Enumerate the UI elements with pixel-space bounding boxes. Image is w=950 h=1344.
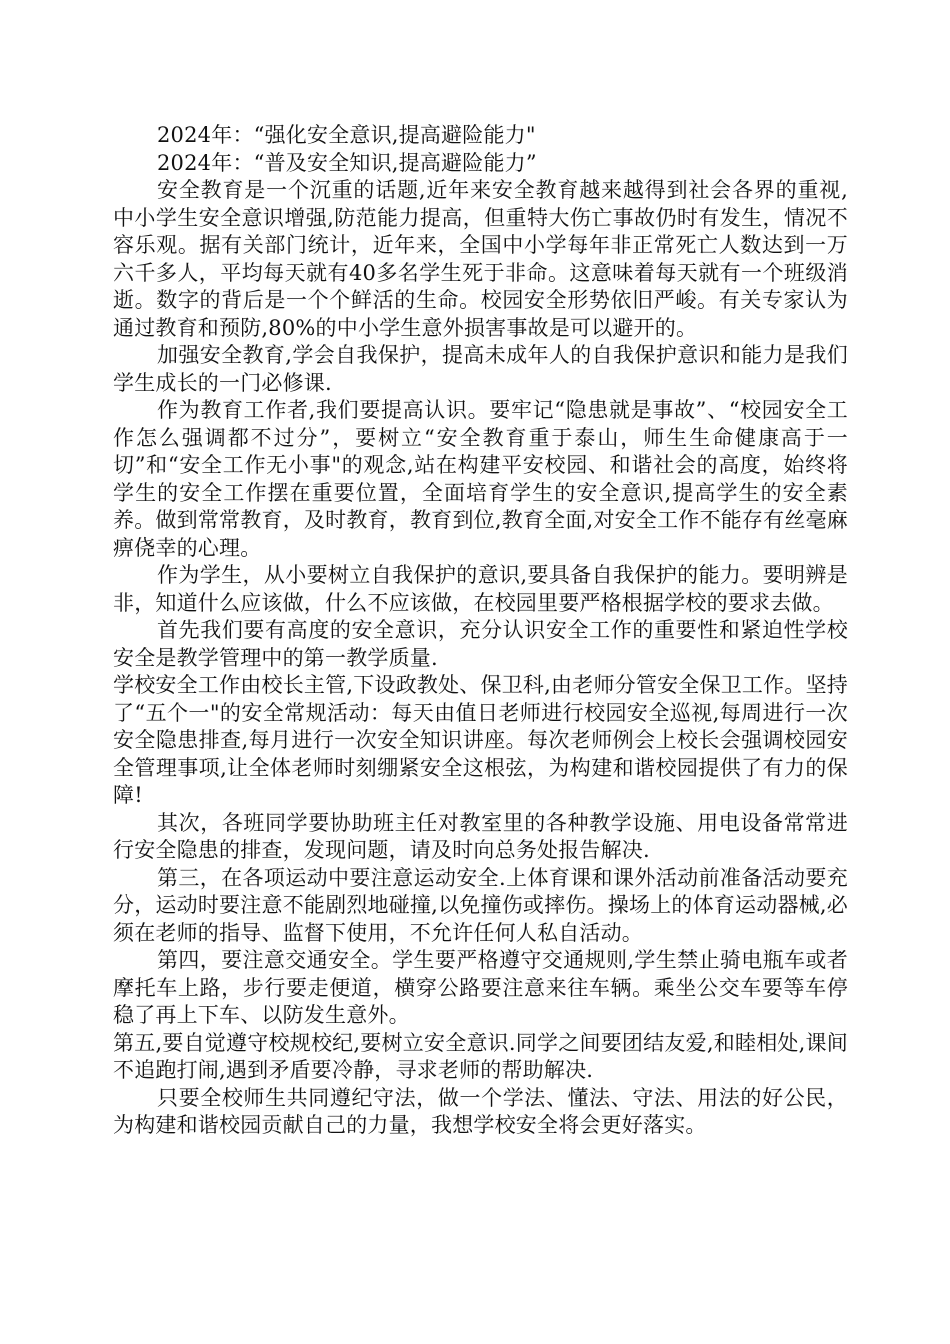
closing-paragraph: 只要全校师生共同遵纪守法，做一个学法、懂法、守法、用法的好公民，为构建和谐校园贡献自己的力量，我想学校安全将会更好落实。: [113, 1085, 848, 1137]
school-management-paragraph: 学校安全工作由校长主管,下设政教处、保卫科,由老师分管安全保卫工作。坚持了“五个一"的安全常规活动：每天由值日老师进行校园安全巡视,每周进行一次安全隐患排查,每月进行一次安全知识讲座。每次老师例会上校长会强调校园安全管理事项,让全体老师时刻绷紧安全这根弦，为构建和谐校园提供了有力的保障!: [113, 673, 848, 807]
second-point-paragraph: 其次，各班同学要协助班主任对教室里的各种教学设施、用电设备常常进行安全隐患的排查，发现问题，请及时向总务处报告解决.: [113, 810, 848, 862]
student-paragraph: 作为学生，从小要树立自我保护的意识,要具备自我保护的能力。要明辨是非，知道什么应该做，什么不应该做，在校园里要严格根据学校的要求去做。: [113, 563, 848, 615]
third-point-paragraph: 第三，在各项运动中要注意运动安全.上体育课和课外活动前准备活动要充分，运动时要注意不能剧烈地碰撞,以免撞伤或摔伤。操场上的体育运动器械,必须在老师的指导、监督下使用，不允许任何人私自活动。: [113, 865, 848, 945]
theme-line-1: 2024年：“强化安全意识,提高避险能力": [157, 123, 536, 147]
document-page: [113, 122, 848, 1140]
theme-line-2: 2024年：“普及安全知识,提高避险能力”: [157, 150, 537, 175]
first-point-paragraph: 首先我们要有高度的安全意识，充分认识安全工作的重要性和紧迫性学校安全是教学管理中的第一教学质量.: [113, 618, 848, 670]
safety-education-paragraph: 加强安全教育,学会自我保护，提高未成年人的自我保护意识和能力是我们学生成长的一门必修课.: [113, 343, 848, 395]
educator-paragraph: 作为教育工作者,我们要提高认识。要牢记“隐患就是事故”、“校园安全工作怎么强调都不过分”，要树立“安全教育重于泰山，师生生命健康高于一切”和“安全工作无小事"的观念,站在构建平安校园、和谐社会的高度，始终将学生的安全工作摆在重要位置，全面培育学生的安全意识,提高学生的安全素养。做到常常教育，及时教育，教育到位,教育全面,对安全工作不能存有丝毫麻痹侥幸的心理。: [113, 398, 848, 560]
fourth-point-paragraph: 第四，要注意交通安全。学生要严格遵守交通规则,学生禁止骑电瓶车或者摩托车上路，步行要走便道，横穿公路要注意来往车辆。乘坐公交车要等车停稳了再上下车、以防发生意外。: [113, 948, 848, 1027]
intro-paragraph: 安全教育是一个沉重的话题,近年来安全教育越来越得到社会各界的重视,中小学生安全意识增强,防范能力提高，但重特大伤亡事故仍时有发生，情况不容乐观。据有关部门统计，近年来，全国中小学每年非正常死亡人数达到一万六千多人，平均每天就有40多名学生死于非命。这意味着每天就有一个班级消逝。数字的背后是一个个鲜活的生命。校园安全形势依旧严峻。有关专家认为通过教育和预防,80%的中小学生意外损害事故是可以避开的。: [113, 178, 848, 340]
fifth-point-paragraph: 第五,要自觉遵守校规校纪,要树立安全意识.同学之间要团结友爱,和睦相处,课间不追跑打闹,遇到矛盾要冷静，寻求老师的帮助解决.: [113, 1030, 848, 1082]
